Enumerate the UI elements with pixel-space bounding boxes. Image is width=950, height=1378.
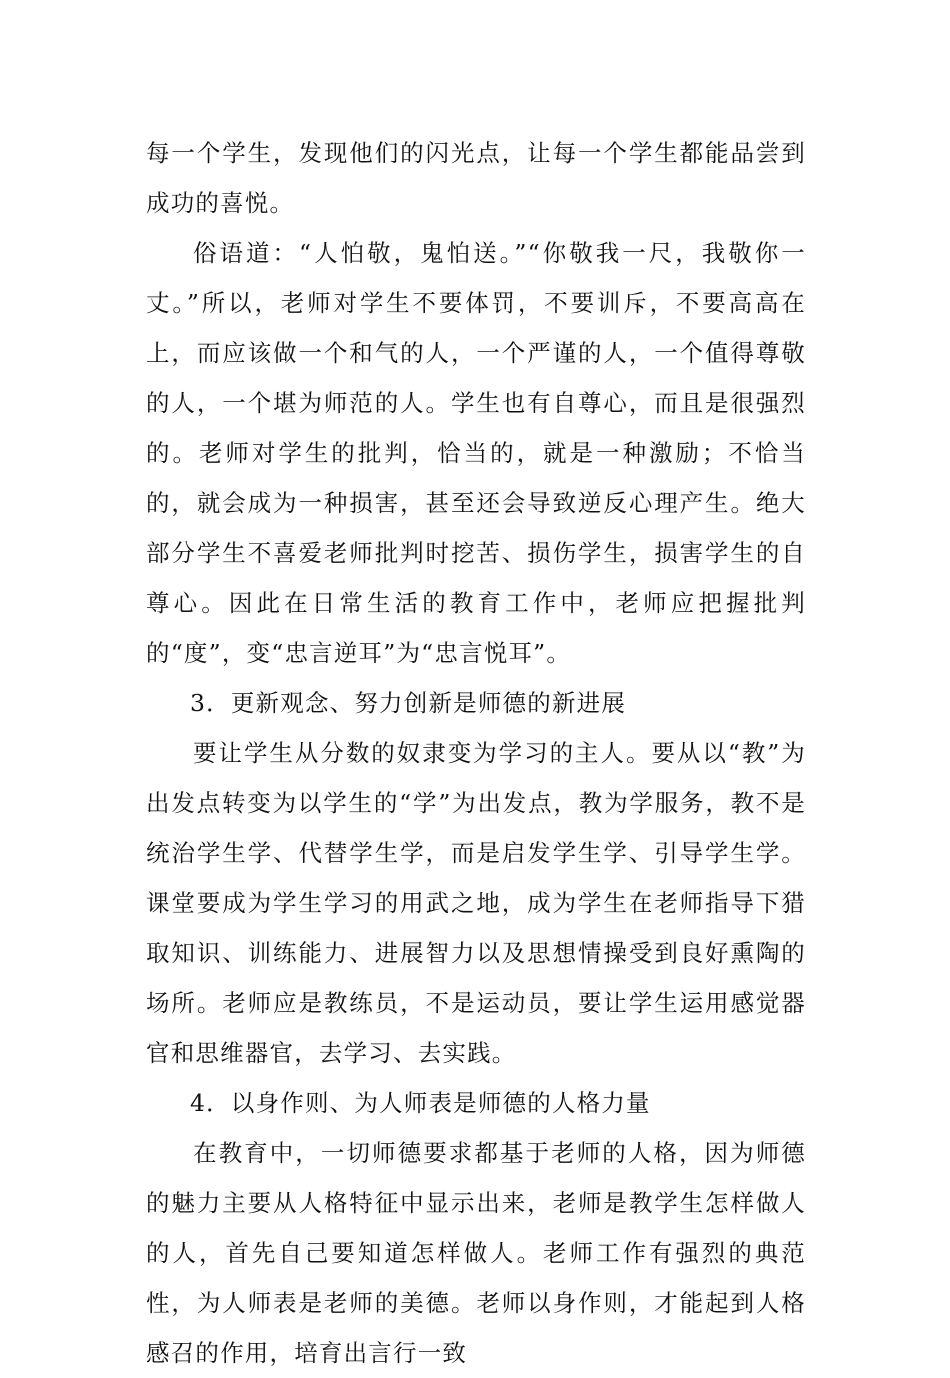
section-heading-4: 4．以身作则、为人师表是师德的人格力量 bbox=[190, 1089, 651, 1117]
paragraph-proverb: 俗语道：“人怕敬，鬼怕送。”“你敬我一尺，我敬你一丈。”所以，老师对学生不要体罚，不要训斥，不要高高在上，而应该做一个和气的人，一个严谨的人，一个值得尊敬的人，一个堪为师范的人。学生也有自尊心，而且是很强烈的。老师对学生的批判，恰当的，就是一种激励；不恰当的，就会成为一种损害，甚至还会导致逆反心理产生。绝大部分学生不喜爱老师批判时挖苦、损伤学生，损害学生的自尊心。因此在日常生活的教育工作中，老师应把握批判的“度”，变“忠言逆耳”为“忠言悦耳”。 bbox=[146, 239, 806, 667]
document-body bbox=[146, 128, 806, 1378]
paragraph-continuation: 每一个学生，发现他们的闪光点，让每一个学生都能品尝到成功的喜悦。 bbox=[146, 139, 806, 217]
paragraph-section-4: 在教育中，一切师德要求都基于老师的人格，因为师德的魅力主要从人格特征中显示出来，老师是教学生怎样做人的人，首先自己要知道怎样做人。老师工作有强烈的典范性，为人师表是老师的美德。老师以身作则，才能起到人格感召的作用，培育出言行一致 bbox=[146, 1139, 806, 1367]
paragraph-section-3: 要让学生从分数的奴隶变为学习的主人。要从以“教”为出发点转变为以学生的“学”为出发点，教为学服务，教不是统治学生学、代替学生学，而是启发学生学、引导学生学。课堂要成为学生学习的用武之地，成为学生在老师指导下猎取知识、训练能力、进展智力以及思想情操受到良好熏陶的场所。老师应是教练员，不是运动员，要让学生运用感觉器官和思维器官，去学习、去实践。 bbox=[146, 739, 806, 1067]
section-heading-3: 3．更新观念、努力创新是师德的新进展 bbox=[190, 689, 627, 717]
